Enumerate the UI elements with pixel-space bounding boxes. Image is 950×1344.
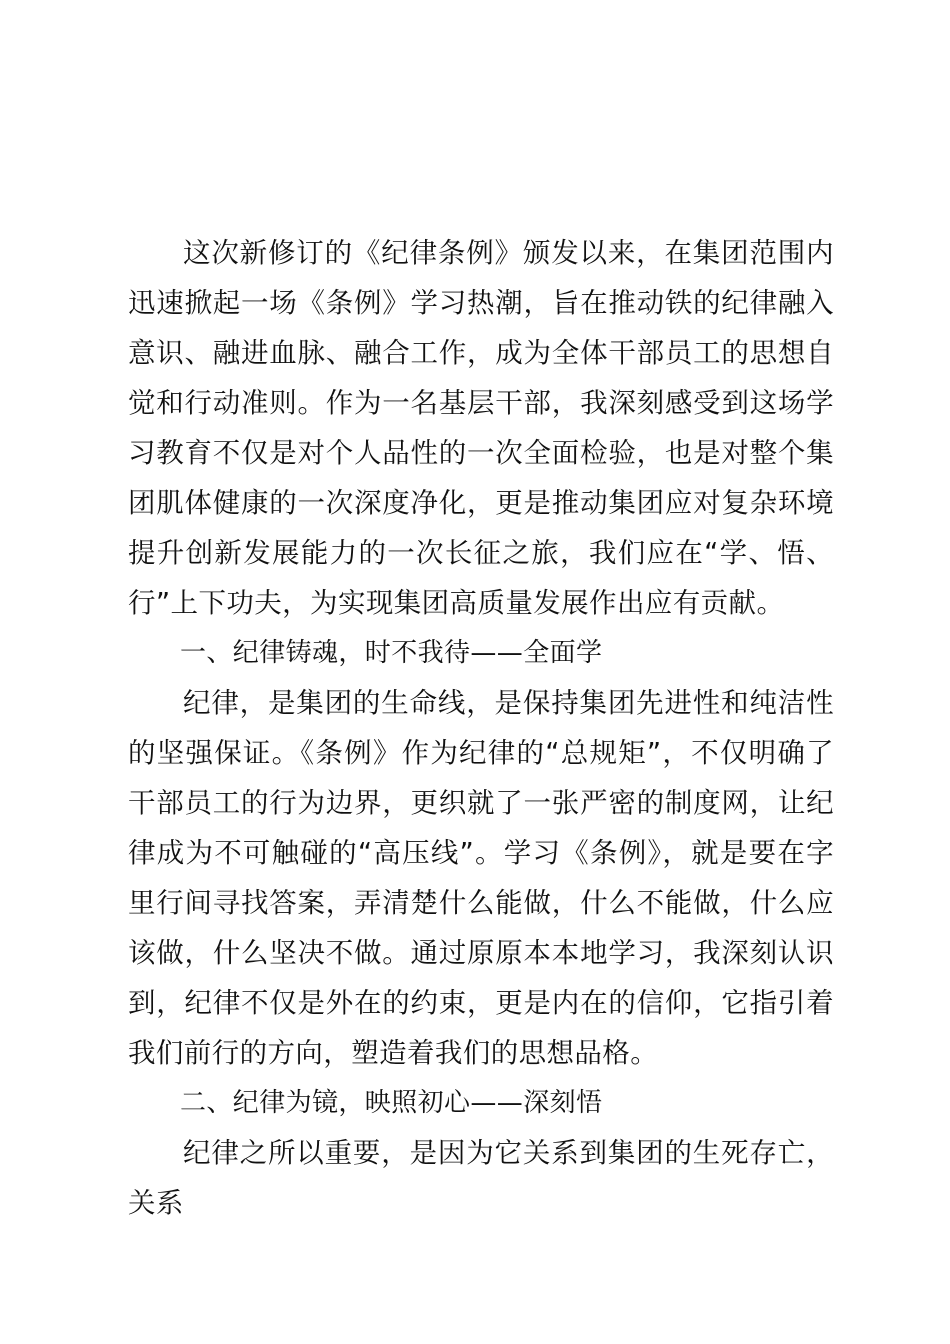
intro-paragraph: 这次新修订的《纪律条例》颁发以来，在集团范围内迅速掀起一场《条例》学习热潮，旨在推动铁的纪律融入意识、融进血脉、融合工作，成为全体干部员工的思想自觉和行动准则。作为一名基层干部，我深刻感受到这场学习教育不仅是对个人品性的一次全面检验，也是对整个集团肌体健康的一次深度净化，更是推动集团应对复杂环境提升创新发展能力的一次长征之旅，我们应在“学、悟、行”上下功夫，为实现集团高质量发展作出应有贡献。 <box>128 237 834 619</box>
section-1-paragraph: 纪律，是集团的生命线，是保持集团先进性和纯洁性的坚强保证。《条例》作为纪律的“总规矩”，不仅明确了干部员工的行为边界，更织就了一张严密的制度网，让纪律成为不可触碰的“高压线”。学习《条例》，就是要在字里行间寻找答案，弄清楚什么能做，什么不能做，什么应该做，什么坚决不做。通过原原本本地学习，我深刻认识到，纪律不仅是外在的约束，更是内在的信仰，它指引着我们前行的方向，塑造着我们的思想品格。 <box>128 687 834 1069</box>
section-2-paragraph: 纪律之所以重要，是因为它关系到集团的生死存亡，关系 <box>128 1137 834 1219</box>
document-body <box>128 228 834 1228</box>
section-heading-1: 一、纪律铸魂，时不我待——全面学 <box>180 638 603 668</box>
section-heading-2: 二、纪律为镜，映照初心——深刻悟 <box>180 1088 603 1118</box>
